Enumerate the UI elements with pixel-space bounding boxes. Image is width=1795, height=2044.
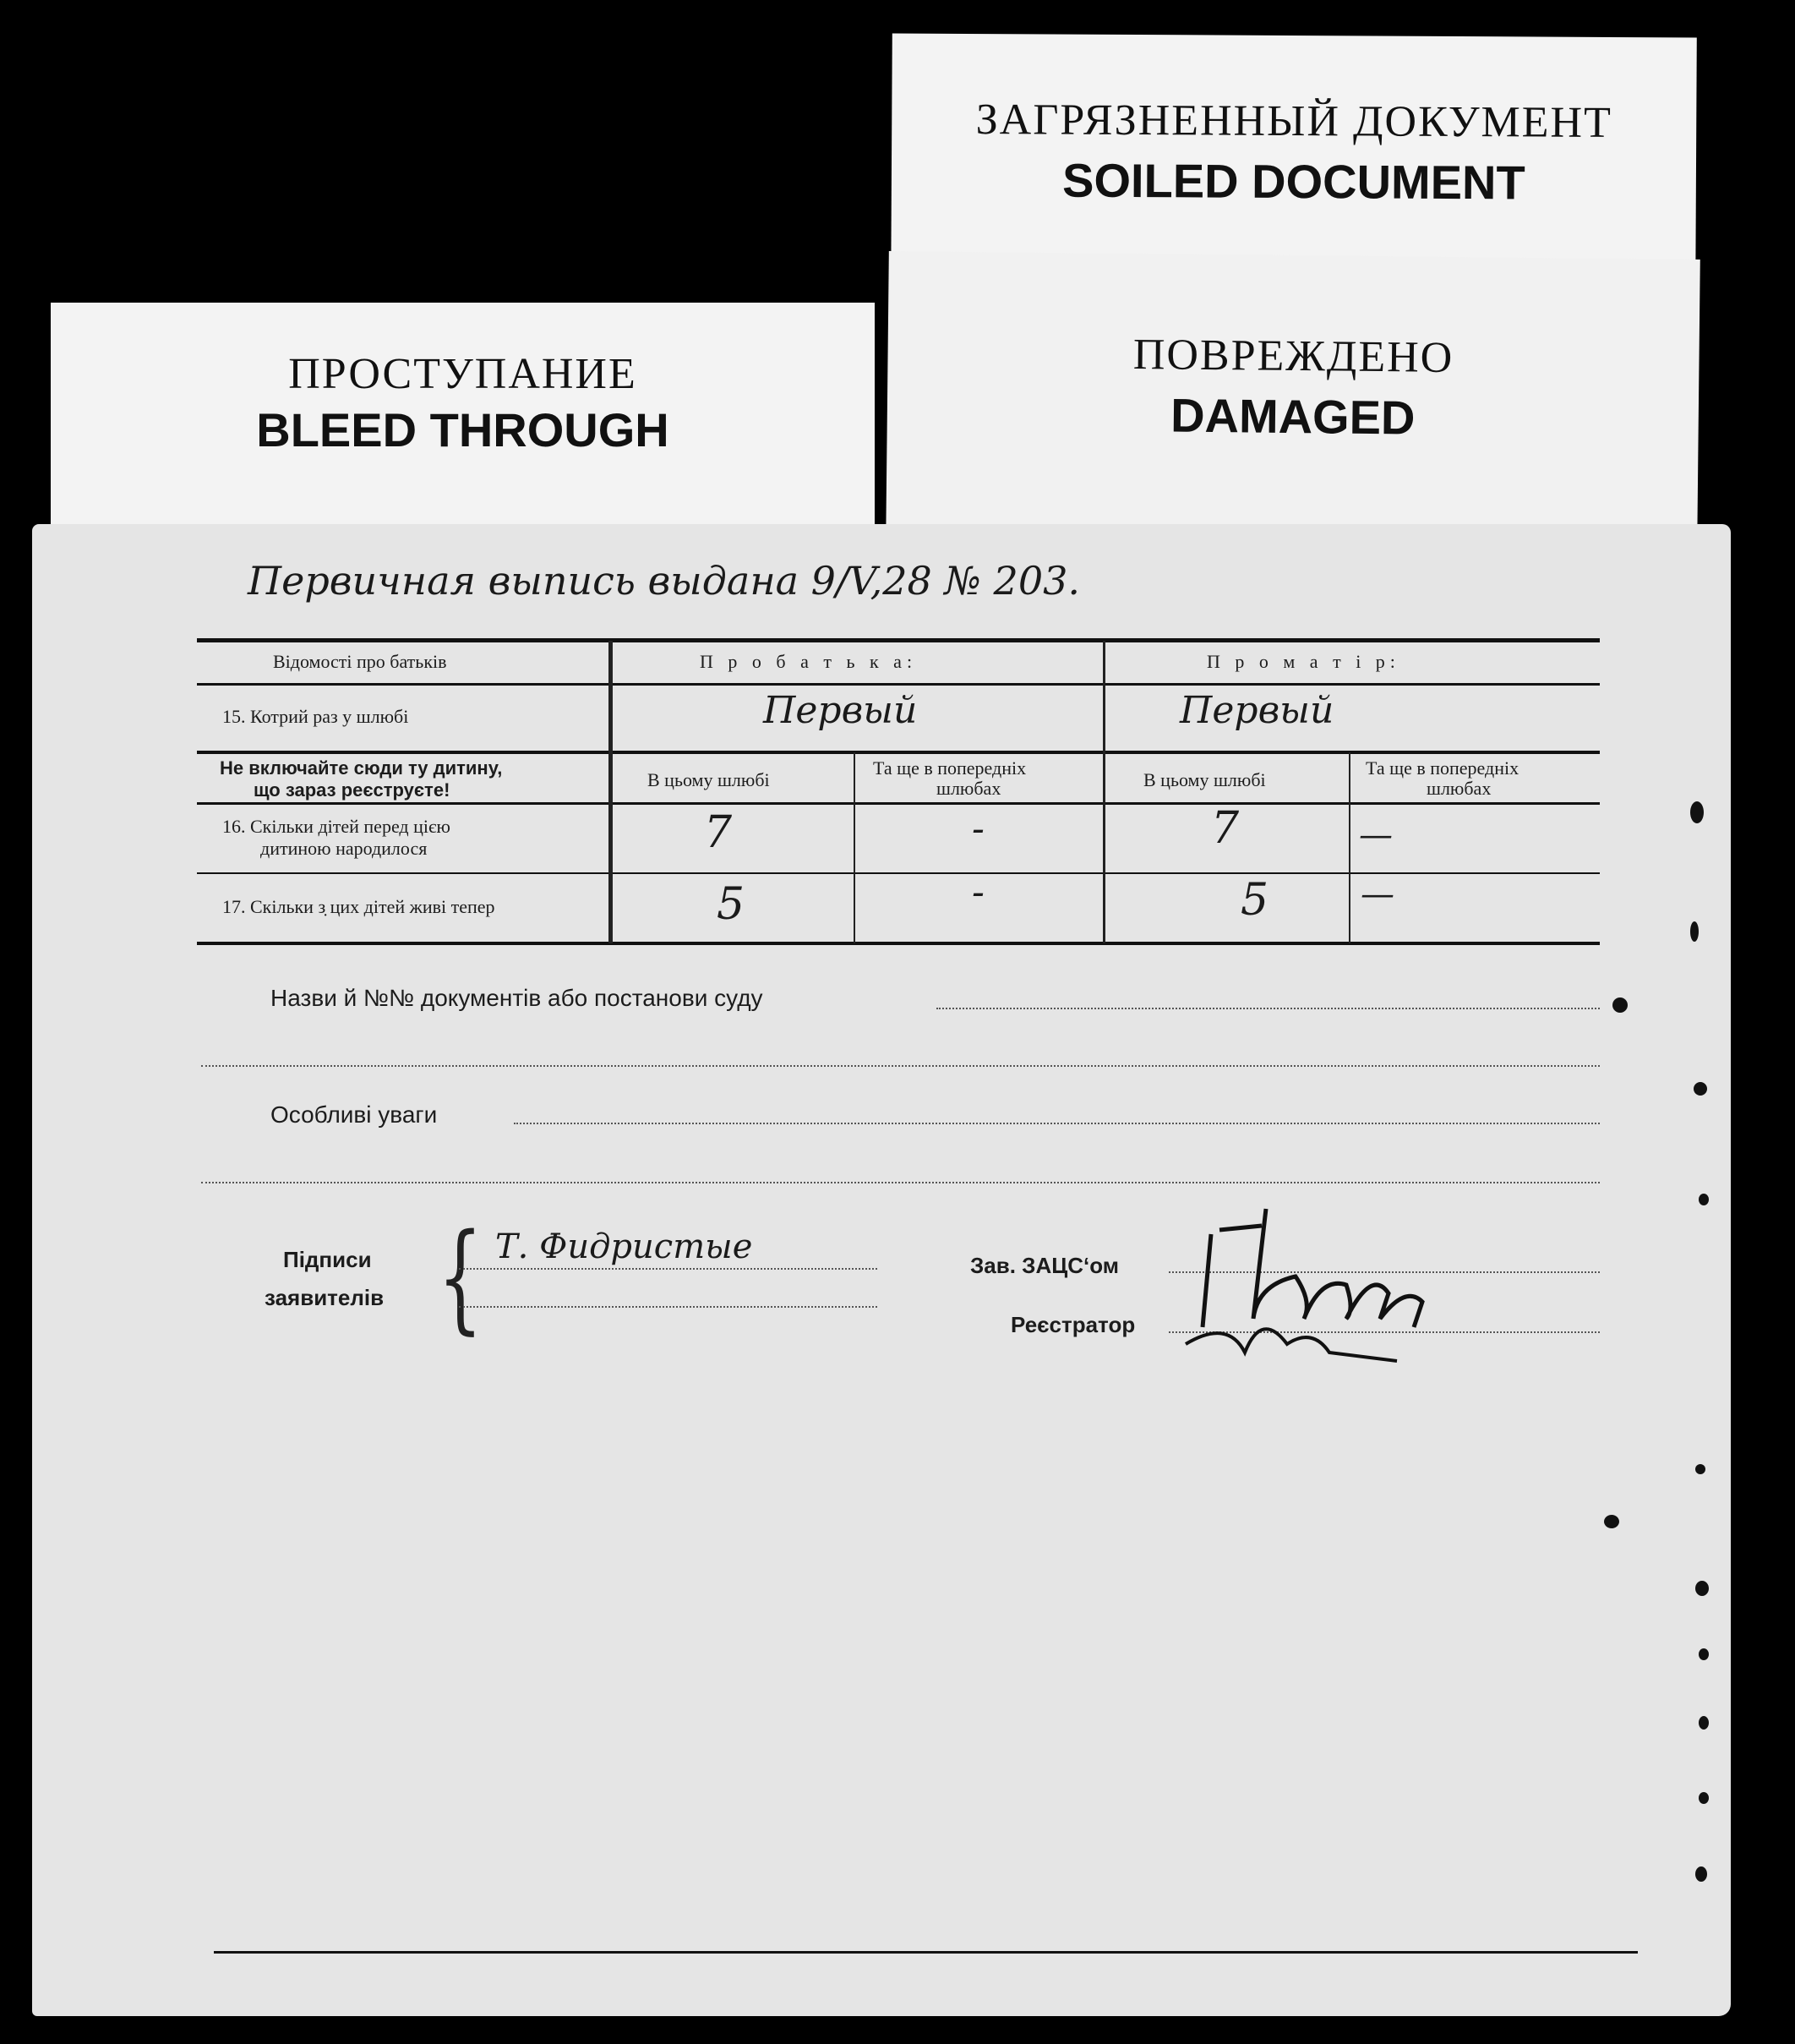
table-divider-father-sub [854, 752, 855, 943]
father-sub-prev-line1: Та ще в попередніх [873, 757, 1027, 779]
signatures-label-line1: Підписи [283, 1247, 372, 1272]
table-subheader-rule [197, 802, 1600, 805]
row16-label-line1: 16. Скільки дітей перед цією [222, 816, 450, 837]
table-divider-mother-sub [1349, 752, 1350, 943]
row17-father-prev: - [972, 871, 985, 914]
applicant-signature-line-2 [459, 1306, 877, 1308]
head-label: Зав. ЗАЦС‘ом [970, 1253, 1120, 1278]
row16-father-prev: - [972, 807, 985, 850]
row16-mother-this: 7 [1211, 803, 1240, 854]
col-header-mother: П р о м а т і р: [1207, 651, 1400, 672]
note-line1: Не включайте сюди ту дитину, [220, 757, 503, 779]
mother-sub-this: В цьому шлюбі [1143, 769, 1266, 790]
row16-mother-prev: — [1359, 816, 1393, 855]
documents-label: Назви й №№ документів або постанови суду [270, 985, 763, 1011]
document-sheet [32, 524, 1731, 2016]
binding-hole [1699, 1194, 1709, 1205]
damaged-label-en: DAMAGED [1170, 388, 1416, 445]
mother-sub-prev-line1: Та ще в попередніх [1366, 757, 1519, 779]
header-note: Первичная выпись выдана 9/V,28 № 203. [248, 558, 1080, 604]
mother-sub-prev-line2: шлюбах [1427, 778, 1492, 799]
table-bottom-rule [197, 942, 1600, 945]
binding-hole [1699, 1648, 1709, 1660]
col-header-father: П р о б а т ь к а: [700, 651, 918, 672]
row15-mother-value: Первый [1180, 689, 1334, 732]
row17-mother-prev: — [1361, 875, 1394, 914]
row15-label: 15. Котрий раз у шлюбі [222, 706, 409, 727]
documents-line [936, 1008, 1600, 1009]
row16-father-this: 7 [704, 807, 733, 858]
binding-hole [1690, 921, 1699, 942]
father-sub-this: В цьому шлюбі [647, 769, 770, 790]
binding-hole [1695, 1464, 1705, 1474]
row15-father-value: Первый [763, 689, 918, 732]
damaged-card [886, 251, 1700, 551]
binding-hole [1612, 997, 1628, 1013]
binding-hole [1699, 1716, 1709, 1730]
bleed-label-ru: ПРОСТУПАНИЕ [288, 350, 637, 398]
bleed-label-en: BLEED THROUGH [256, 403, 669, 456]
sheet-bottom-rule [214, 1951, 1638, 1954]
soiled-label-en: SOILED DOCUMENT [1061, 153, 1525, 210]
binding-hole [1694, 1082, 1707, 1096]
father-sub-prev-line2: шлюбах [936, 778, 1001, 799]
head-signature [1177, 1183, 1456, 1369]
table-top-rule [197, 638, 1600, 642]
remarks-line [514, 1123, 1600, 1124]
soiled-label-ru: ЗАГРЯЗНЕННЫЙ ДОКУМЕНТ [975, 96, 1612, 147]
damaged-label-ru: ПОВРЕЖДЕНО [1132, 331, 1454, 382]
binding-hole [1604, 1515, 1619, 1528]
table-divider-parents [1103, 641, 1105, 943]
bleed-through-card [51, 303, 875, 556]
binding-hole [1695, 1581, 1709, 1596]
binding-hole [1690, 801, 1704, 823]
table-header-rule [197, 683, 1600, 686]
applicant-signature-line [459, 1268, 877, 1270]
signatures-brace-icon: { [437, 1209, 483, 1347]
binding-hole [1699, 1792, 1709, 1804]
row17-father-this: 5 [717, 879, 745, 930]
note-line2: що зараз реєструєте! [254, 779, 450, 801]
row16-label-line2: дитиною народилося [260, 838, 428, 859]
table-row15-rule [197, 751, 1600, 754]
documents-line-2 [201, 1065, 1600, 1067]
table-divider-main [608, 641, 613, 943]
registrar-label: Реєстратор [1011, 1312, 1136, 1337]
binding-hole [1695, 1866, 1707, 1882]
row17-mother-this: 5 [1241, 875, 1269, 926]
applicant-signature: Т. Фидристые [495, 1227, 753, 1266]
table-row16-rule [197, 872, 1600, 874]
row17-label: 17. Скільки з̣ цих дітей живі тепер [222, 896, 495, 917]
col-header-info: Відомості про батьків [273, 651, 447, 672]
signatures-label-line2: заявителів [265, 1285, 385, 1310]
remarks-label: Особливі уваги [270, 1101, 438, 1128]
